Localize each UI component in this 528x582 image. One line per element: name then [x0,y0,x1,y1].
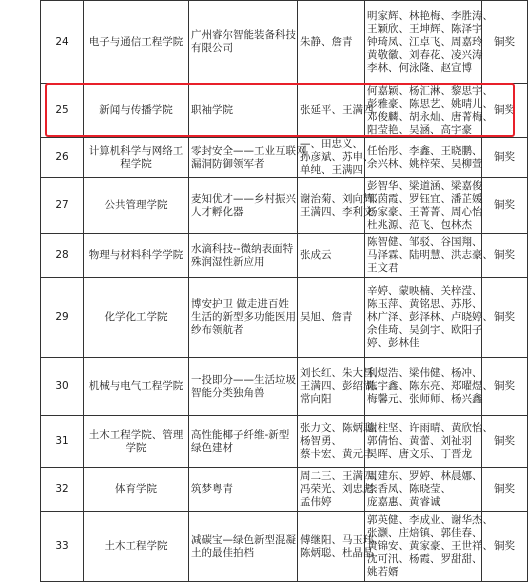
students-cell-line: 吴晖、唐文乐、丁晋龙 [367,448,472,460]
students-cell-line: 余兴林、姚梓荣、吴柳萱 [367,157,483,170]
teachers-cell-line: 常向阳 [300,393,332,405]
project-cell-line: 智能分类独角兽 [191,386,265,399]
students-cell [365,84,493,138]
project-cell-line: 零封安全——工业互联网 [191,144,307,157]
project-cell-line: 纱布领航者 [191,324,244,336]
project-cell [189,138,307,178]
row-number-cell: 30 [41,358,84,416]
students-cell-line: 任怡彤、李鑫、王晓鹏、 [367,144,483,157]
teachers-cell-line: 蔡卡宏、黄元丰 [300,448,374,460]
students-cell-line: 陈玉萍、黄铭思、苏彤、 [367,298,483,310]
project-cell-line: 水滴科技--微纳表面特 [191,242,294,255]
students-cell-line: 利煜浩、梁伟健、杨冲、 [367,367,483,379]
students-cell-line: 钟琦凤、江卓飞、周嘉玲 [367,35,483,48]
students-cell-line: 林广泽、彭泽林、卢晓婷、 [367,311,493,323]
teachers-cell [298,468,384,512]
table-row [41,84,528,138]
teachers-cell-line: 陈炳聪、杜晶晶 [300,546,374,559]
table-row [41,278,528,358]
row-number-cell: 27 [41,178,84,234]
students-cell-line: 何嘉颖、杨汇淋、黎思宇、 [367,84,493,97]
teachers-cell [298,138,374,178]
teachers-cell-line: 单纯、王满四 [300,164,363,176]
award-cell: 铜奖 [482,1,528,84]
college-cell: 公共管理学院 [84,178,189,234]
award-cell: 铜奖 [482,234,528,278]
students-cell-line: 郭倩怡、黄蕾、刘祉羽 [367,435,472,447]
teachers-cell-line: 朱静、詹青 [300,35,353,48]
project-cell [189,512,298,582]
teachers-cell-line: 刘长红、朱大昌、 [300,367,384,379]
row-number-cell: 24 [41,1,84,84]
college-cell: 计算机科学与网络工程学院 [84,138,189,178]
project-cell-line: 漏洞防御领军者 [191,157,265,170]
teachers-cell-line: 孟伟婷 [300,496,332,508]
students-cell-line: 彭智华、梁道涵、梁嘉俊 [367,179,483,192]
award-cell: 铜奖 [482,512,528,582]
row-number-cell: 33 [41,512,84,582]
teachers-cell [298,234,365,278]
teachers-cell [298,278,365,358]
college-cell: 电子与通信工程学院 [84,1,189,84]
teachers-cell [298,358,384,416]
award-cell: 铜奖 [482,278,528,358]
students-cell-line: 李香凤、陈晓莹、 [367,483,451,495]
project-cell-line: 博安护卫 做走进百姓 [191,298,289,310]
college-cell: 土木工程学院 [84,512,189,582]
teachers-cell-line: 张成云 [300,249,332,261]
awards-table [40,0,528,582]
students-cell-line: 王文君 [367,262,399,274]
teachers-cell-line: 孙彦斌、苏申、 [300,151,374,163]
project-cell [189,468,298,512]
students-cell [365,468,482,512]
project-cell-line: 土的最佳拍档 [191,546,254,559]
teachers-cell [298,84,374,138]
students-cell-line: 沈可汛、杨霞、罗甜甜、 [367,553,483,565]
teachers-cell-line: 王满四、李利文 [300,205,374,218]
project-cell [189,178,298,234]
students-cell [365,358,493,416]
college-cell: 物理与材料科学学院 [84,234,189,278]
awards-table-body [41,1,528,582]
students-cell-line: 婷、彭林佳 [367,337,420,349]
students-cell-line: 辛婷、蒙映楠、关梓滢、 [367,285,483,297]
college-cell: 新闻与传播学院 [84,84,189,138]
students-cell-line: 黄敬徽、刘春花、凌兴涛 [367,48,483,61]
students-cell-line: 马泽霖、陆明慧、洪志豪、 [367,249,493,261]
college-cell: 土木工程学院、管理学院 [84,416,189,468]
teachers-cell-line: 张延平、王满四 [300,104,374,116]
students-cell [365,234,493,278]
teachers-cell-line: 冯荣光、刘忠彪、 [300,483,384,495]
students-cell-line: 邹茵霞、罗钰宜、潘芷媛 [367,192,483,205]
students-cell-line: 庞嘉惠、黄睿诚 [367,496,441,508]
project-cell-line: 职袖学院 [191,104,233,116]
row-number-cell: 25 [41,84,84,138]
teachers-cell-line: 周二三、王满四、 [300,470,384,482]
project-cell-line: 绿色建材 [191,441,233,454]
project-cell-line: 殊润湿性新应用 [191,255,265,268]
students-cell-line: 谢柱坚、许雨晴、黄欣怡、 [367,422,493,434]
project-cell [189,84,298,138]
project-cell [189,1,298,84]
project-cell [189,416,298,468]
table-row [41,234,528,278]
award-cell: 铜奖 [482,84,528,138]
award-cell: 铜奖 [482,358,528,416]
students-cell-line: 陈宇鑫、陈东亮、郑曜煜、 [367,380,493,392]
project-cell [189,234,298,278]
students-cell-line: 彭雅豪、陈思艺、姚晴儿、 [367,97,493,110]
project-cell-line: 筑梦粤青 [191,483,233,495]
students-cell-line: 余佳琦、吴剑宇、欧阳子 [367,324,483,336]
table-row [41,138,528,178]
project-cell-line: 一投即分——生活垃圾 [191,373,296,386]
students-cell [365,416,493,468]
teachers-cell-line: 傅继阳、马玉玮、 [300,533,384,546]
project-cell-line: 麦知优才——乡村振兴 [191,192,296,205]
students-cell-line: 杜兆源、范飞、包林杰 [367,218,472,231]
teachers-cell [298,1,365,84]
project-cell-line: 人才孵化器 [191,205,244,218]
teachers-cell-line: 谢治菊、刘向辉、 [300,192,384,205]
table-row [41,178,528,234]
award-cell: 铜奖 [482,138,528,178]
teachers-cell [298,178,384,234]
project-cell [189,278,298,358]
row-number-cell: 32 [41,468,84,512]
table-row [41,416,528,468]
college-cell: 化学化工学院 [84,278,189,358]
teachers-cell [298,416,384,468]
teachers-cell-line: 张力文、陈炳聪、 [300,422,384,434]
college-cell: 机械与电气工程学院 [84,358,189,416]
table-row [41,358,528,416]
students-cell-line: 张灏、庄焙镇、郭佳春、 [367,527,483,539]
table-row [41,1,528,84]
students-cell-line: 姚若婿 [367,566,399,578]
students-cell-line: 黄锦安、黄家豪、王世祥、 [367,540,493,552]
college-cell: 体育学院 [84,468,189,512]
row-number-cell: 29 [41,278,84,358]
students-cell-line: 王颖欣、王坤辉、陈泽宇 [367,22,483,35]
students-cell [365,278,493,358]
teachers-cell-line: 吴旭、詹青 [300,311,353,323]
project-cell-line: 生活的新型多功能医用 [191,311,296,323]
students-cell [365,512,493,582]
project-cell [189,358,298,416]
table-row [41,512,528,582]
project-cell-line: 高性能椰子纤维-新型 [191,428,290,441]
students-cell [365,178,482,234]
award-cell: 铜奖 [482,178,528,234]
teachers-cell-line: 王满四、彭绍湖、 [300,380,384,392]
students-cell-line: 明家辉、林艳梅、李胜涛、 [367,9,493,22]
row-number-cell: 31 [41,416,84,468]
students-cell-line: 邓俊麟、胡永灿、唐菁梅、 [367,110,493,123]
table-row [41,468,528,512]
project-cell-line: 广州睿尔智能装备科技 [191,29,296,41]
teachers-cell-line: 杨智勇、 [300,435,342,447]
row-number-cell: 28 [41,234,84,278]
row-number-cell: 26 [41,138,84,178]
students-cell-line: 陈智健、邹驳、谷国翔、 [367,236,483,248]
students-cell-line: 郭英健、李成业、谢华杰、 [367,514,493,526]
students-cell-line: 杨家豪、王菁菁、周心怡 [367,205,483,218]
award-cell: 铜奖 [482,468,528,512]
project-cell-line: 减碳宝—绿色新型混凝 [191,533,296,546]
students-cell [365,138,482,178]
project-cell-line: 有限公司 [191,42,233,54]
students-cell-line: 梅馨元、张师师、杨兴鑫 [367,393,483,405]
students-cell-line: 阳莹艳、吴涵、高宇豪 [367,123,472,136]
award-cell: 铜奖 [482,416,528,468]
students-cell [365,1,493,84]
teachers-cell-line: —、田忠义、 [300,138,363,150]
students-cell-line: 李林、何泳隆、赵宣博 [367,61,472,74]
students-cell-line: 周建东、罗婷、林晨娜、 [367,470,483,482]
